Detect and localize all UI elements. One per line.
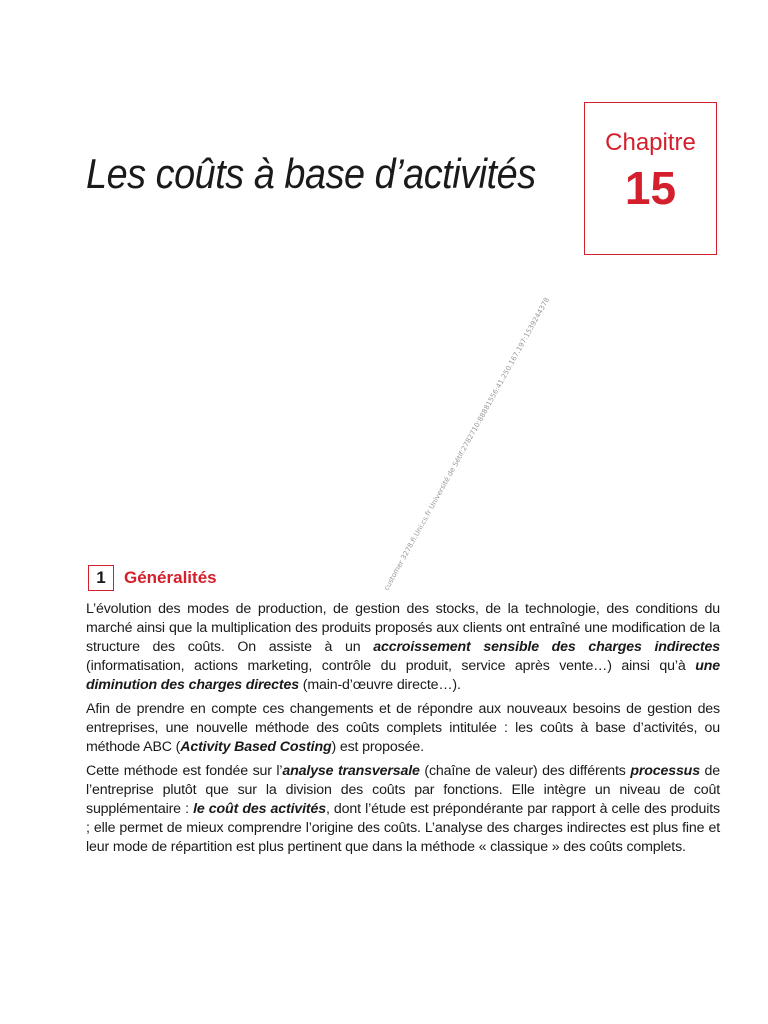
text-run: de l’entreprise plutôt que sur la division des coûts par fonctions. Elle intègre un niveau de coût supplémentaire : <box>86 763 720 817</box>
section-title: Généralités <box>124 568 217 587</box>
text-run: (main-d’œuvre directe…). <box>298 677 461 693</box>
chapter-badge <box>584 102 717 255</box>
emphasis: analyse transversale <box>282 763 420 779</box>
body-text <box>86 600 720 862</box>
text-run: L’évolution des modes de production, de gestion des stocks, de la technologie, des conditions du marché ainsi que la multiplication des produits proposés aux clients ont entraîné une modification de la structure des coûts. On assiste à un <box>86 601 720 655</box>
watermark: customer 3278.fi.Uni.cs.fr Université de Sétif:2782710:88881556:41.250.167.197:1539244378 <box>382 296 552 592</box>
paragraph-2 <box>86 700 720 757</box>
emphasis: Activity Based Costing <box>180 739 332 755</box>
text-run: (informatisation, actions marketing, contrôle du produit, service après vente…) ainsi qu’à <box>86 658 696 674</box>
section-number: 1 <box>88 565 114 591</box>
emphasis: accroissement sensible des charges indirectes <box>373 639 720 655</box>
text-run: Afin de prendre en compte ces changements et de répondre aux nouveaux besoins de gestion des entreprises, une nouvelle méthode des coûts complets intitulée : les coûts à base d’activités, ou méthode ABC ( <box>86 701 720 755</box>
emphasis: processus <box>630 763 700 779</box>
text-run: (chaîne de valeur) des différents <box>419 763 631 779</box>
chapter-title: Les coûts à base d’activités <box>86 150 536 197</box>
emphasis: le coût des activités <box>193 801 326 817</box>
text-run: , dont l’étude est prépondérante par rapport à celle des produits ; elle permet de mieux comprendre l’origine des coûts. L’analyse des charges indirectes est plus fine et leur mode de répartition est plus pertinent que dans la méthode « classique » des coûts complets. <box>86 801 721 855</box>
chapter-number: 15 <box>624 162 677 214</box>
text-run: ) est proposée. <box>331 739 424 755</box>
chapter-label: Chapitre <box>605 129 696 156</box>
paragraph-3 <box>86 762 720 857</box>
paragraph-1 <box>86 600 720 695</box>
text-run: Cette méthode est fondée sur l’ <box>86 763 283 779</box>
emphasis: une diminution des charges directes <box>86 658 720 693</box>
section-heading <box>88 565 217 591</box>
